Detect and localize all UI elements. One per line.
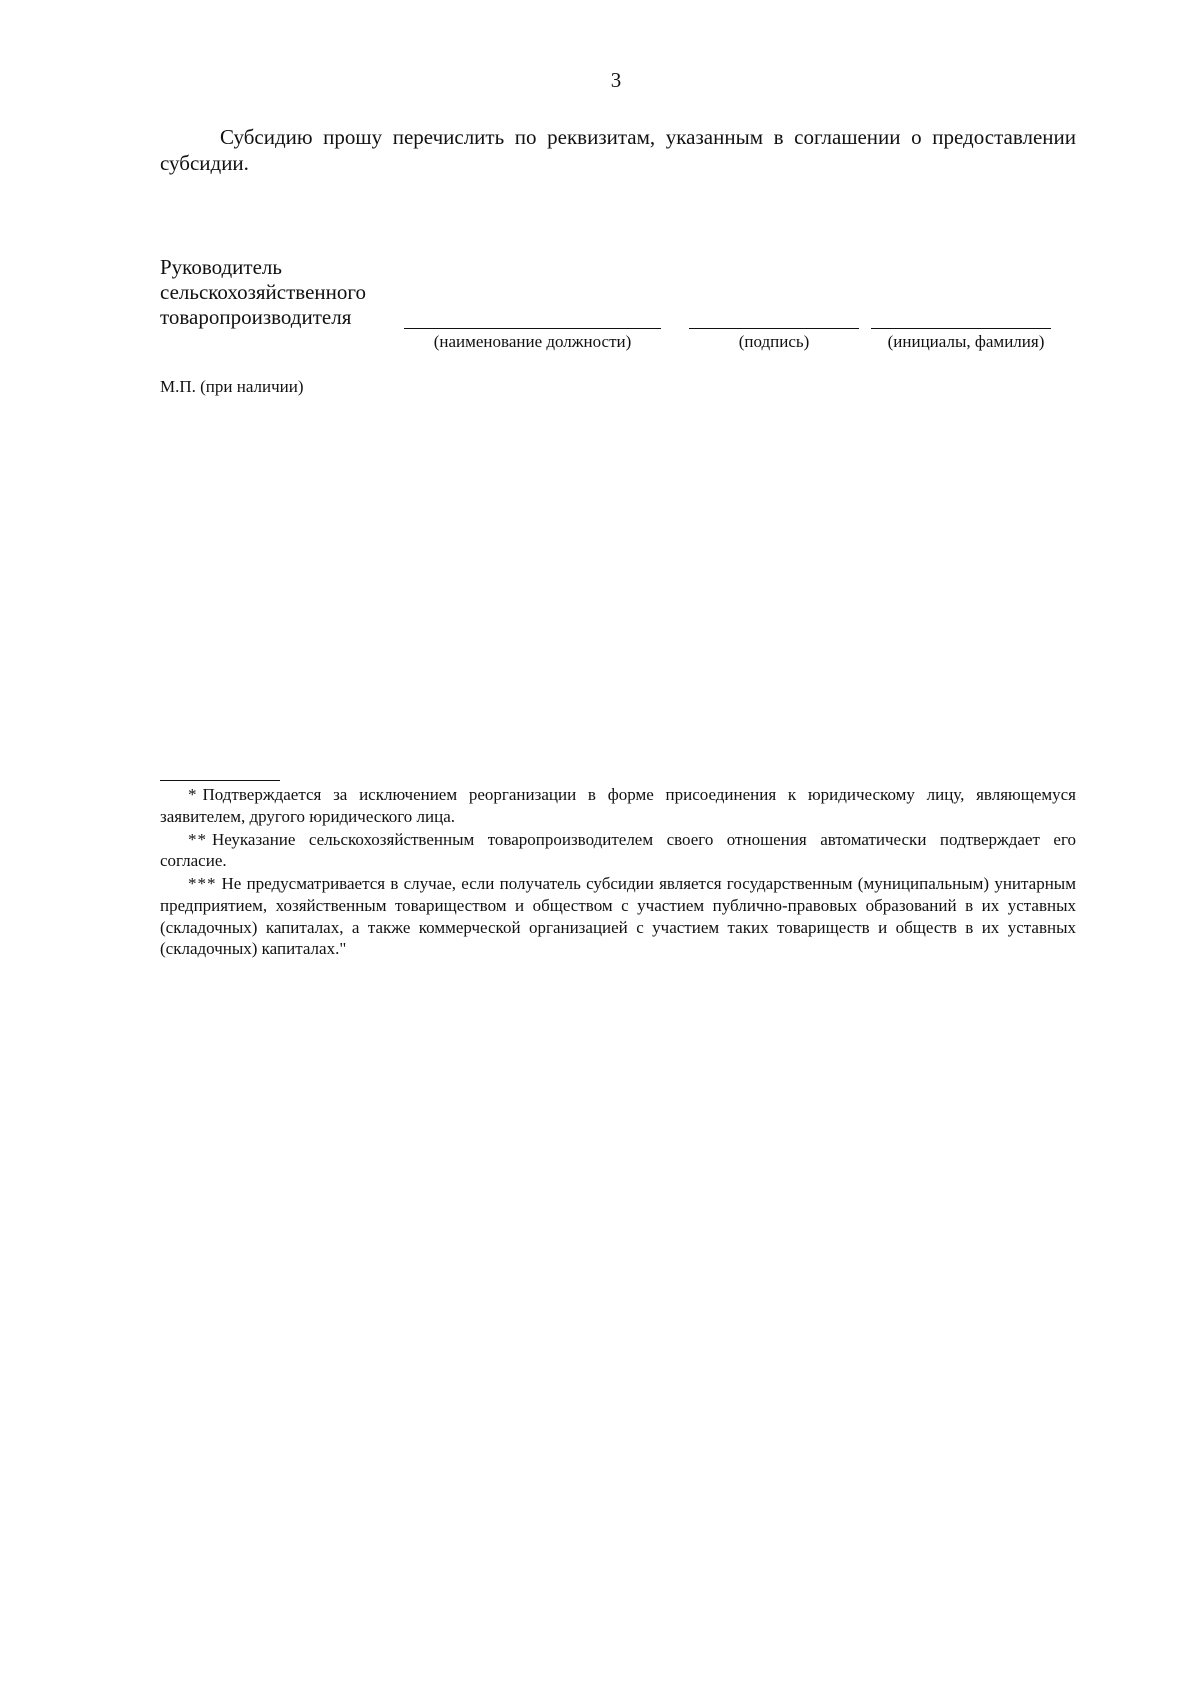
signature-caption: (подпись) [738, 332, 810, 351]
footnote-text: Не предусматривается в случае, если получатель субсидии является государственным (муниципальным) унитарным предприятием, хозяйственным товариществом и обществом с участием публично-правовых образований в их уставных (складочных) капиталах, а также коммерческой организацией с участием таких товариществ и обществ в их уставных (складочных) капиталах." [160, 874, 1076, 959]
signer-title-line: сельскохозяйственного [160, 279, 366, 304]
stamp-note: М.П. (при наличии) [160, 377, 304, 396]
footnote-text: Подтверждается за исключением реорганизации в форме присоединения к юридическому лицу, являющемуся заявителем, другого юридического лица. [160, 785, 1076, 826]
footnote [160, 784, 1076, 828]
footnote-text: Неуказание сельскохозяйственным товаропроизводителем своего отношения автоматически подтверждает его согласие. [160, 829, 1076, 871]
name-caption: (инициалы, фамилия) [887, 332, 1045, 351]
signer-title [160, 255, 366, 329]
footnote-separator [160, 780, 280, 781]
signer-title-line: Руководитель [160, 255, 282, 279]
name-blank-line[interactable] [871, 328, 1051, 329]
position-caption: (наименование должности) [433, 332, 632, 351]
footnote-mark: * [188, 785, 198, 804]
signer-title-line: товаропроизводителя [160, 304, 352, 329]
page-number: 3 [610, 68, 622, 92]
position-blank-line[interactable] [404, 328, 661, 329]
subsidy-request-paragraph: Субсидию прошу перечислить по реквизитам, указанным в соглашении о предоставлении субсидии. [160, 125, 1076, 176]
footnotes [160, 784, 1076, 961]
footnote-mark: *** [188, 874, 217, 893]
footnote-mark: ** [188, 829, 207, 849]
signature-blank-line[interactable] [689, 328, 859, 329]
footnote [160, 829, 1076, 873]
footnote [160, 873, 1076, 960]
